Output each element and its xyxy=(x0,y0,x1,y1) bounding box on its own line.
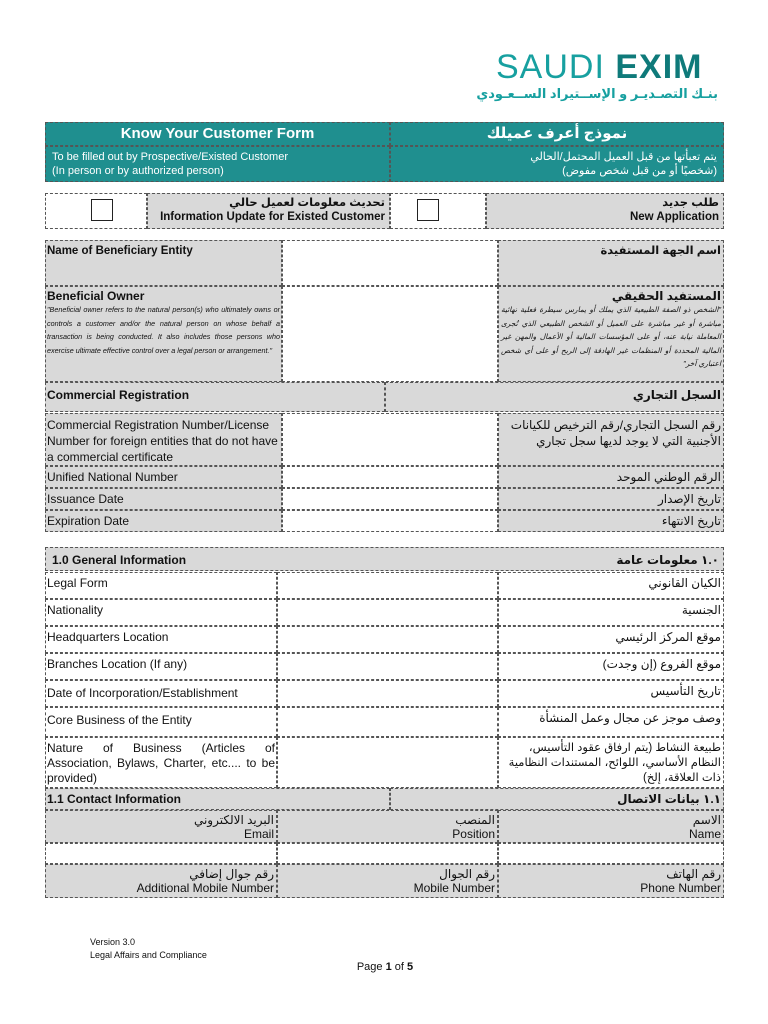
branches-input[interactable] xyxy=(277,653,498,680)
header-title-en: Know Your Customer Form xyxy=(45,122,390,146)
legal-form-label-en xyxy=(45,572,277,599)
header-sub-ar-1: يتم تعبأتها من قبل العميل المحتمل/الحالي xyxy=(530,151,717,163)
branches-label-en xyxy=(45,653,277,680)
nationality-ar-text: الجنسية xyxy=(681,603,721,617)
branches-en-text: Branches Location (If any) xyxy=(47,657,188,671)
incorporation-date-en-text: Date of Incorporation/Establishment xyxy=(47,686,238,700)
contact-header-en xyxy=(45,788,390,810)
unified-number-ar-text: الرقم الوطني الموحد xyxy=(616,470,721,484)
page-total: 5 xyxy=(407,961,414,973)
unified-number-label-ar xyxy=(498,466,724,488)
logo xyxy=(476,48,726,108)
legal-form-input[interactable] xyxy=(277,572,498,599)
update-label-ar: تحديث معلومات لعميل حالي xyxy=(229,197,385,209)
nature-business-en-text: Nature of Business (Articles of Association, Bylaws, Charter, etc.... to be provided) xyxy=(47,741,275,785)
new-checkbox[interactable] xyxy=(417,199,439,221)
new-label-ar: طلب جديد xyxy=(662,197,719,209)
contact-email-ar: البريد الالكتروني xyxy=(193,813,274,827)
contact-position-en: Position xyxy=(452,827,495,841)
footer-version xyxy=(90,936,207,962)
issuance-date-label-ar xyxy=(498,488,724,510)
update-checkbox[interactable] xyxy=(91,199,113,221)
contact-mobile-label xyxy=(277,864,498,898)
update-label-en: Information Update for Existed Customer xyxy=(160,211,385,223)
issuance-date-input[interactable] xyxy=(282,488,498,510)
new-label-cell xyxy=(486,193,724,229)
beneficiary-name-input[interactable] xyxy=(282,240,498,286)
nature-business-ar-text: طبيعة النشاط (يتم ارفاق عقود التأسيس، النظام الأساسي، اللوائح، المستندات النظامية ذات العلاقة، إلخ) xyxy=(508,742,721,784)
beneficial-owner-en-desc: "Beneficial owner refers to the natural person(s) who ultimately owns or controls a customer and/or the natural person on whose behalf a transaction is being conducted. It also includes those persons who exercise ultimate effective control over a legal person or arrangement." xyxy=(47,305,280,355)
issuance-date-ar-text: تاريخ الإصدار xyxy=(657,492,721,506)
footer-page-number xyxy=(340,961,430,973)
header-sub-en-1: To be filled out by Prospective/Existed Customer xyxy=(52,151,289,163)
core-business-en-text: Core Business of the Entity xyxy=(47,713,192,727)
cr-number-input[interactable] xyxy=(282,413,498,466)
beneficial-owner-en-title: Beneficial Owner xyxy=(47,289,145,303)
contact-phone-ar: رقم الهاتف xyxy=(666,867,721,881)
nationality-label-ar xyxy=(498,599,724,626)
contact-header-ar-text: ١.١ بيانات الاتصال xyxy=(617,792,721,806)
hq-location-en-text: Headquarters Location xyxy=(47,630,169,644)
header-title-ar: نموذج أعرف عميلك xyxy=(390,122,724,146)
commercial-header-en-text: Commercial Registration xyxy=(47,388,190,402)
contact-name-en: Name xyxy=(688,827,721,841)
header-sub-en xyxy=(45,146,390,182)
core-business-label-ar xyxy=(498,707,724,737)
cr-number-label-ar xyxy=(498,413,724,466)
beneficiary-name-en-text: Name of Beneficiary Entity xyxy=(47,245,193,257)
incorporation-date-input[interactable] xyxy=(277,680,498,707)
core-business-input[interactable] xyxy=(277,707,498,737)
legal-form-ar-text: الكيان القانوني xyxy=(648,576,721,590)
contact-addmobile-ar: رقم جوال إضافي xyxy=(189,867,274,881)
legal-form-label-ar xyxy=(498,572,724,599)
incorporation-date-ar-text: تاريخ التأسيس xyxy=(650,684,721,698)
nature-business-label-en xyxy=(45,737,277,788)
contact-name-ar: الاسم xyxy=(692,813,721,827)
header-sub-ar-2: (شخصيًا أو من قبل شخص مفوض) xyxy=(562,165,717,177)
beneficial-owner-input[interactable] xyxy=(282,286,498,382)
hq-location-label-en xyxy=(45,626,277,653)
logo-saudi: SAUDI xyxy=(496,48,605,86)
branches-ar-text: موقع الفروع (إن وجدت) xyxy=(602,657,721,671)
commercial-header-ar xyxy=(385,382,724,412)
contact-phone-en: Phone Number xyxy=(640,881,721,895)
contact-phone-label xyxy=(498,864,724,898)
beneficiary-name-label-ar xyxy=(498,240,724,286)
general-header-ar: ١.٠ معلومات عامة xyxy=(616,553,719,567)
cr-number-en-text: Commercial Registration Number/License Number for foreign entities that do not have a commercial certificate xyxy=(47,418,278,464)
nature-business-input[interactable] xyxy=(277,737,498,788)
general-header-en: 1.0 General Information xyxy=(52,553,187,567)
cr-number-ar-text: رقم السجل التجاري/رقم الترخيص للكيانات الأجنبية التي لا يوجد لديها سجل تجاري xyxy=(510,418,721,448)
contact-mobile-en: Mobile Number xyxy=(413,881,495,895)
expiration-date-input[interactable] xyxy=(282,510,498,532)
unified-number-label-en xyxy=(45,466,282,488)
expiration-date-label-ar xyxy=(498,510,724,532)
contact-addmobile-en: Additional Mobile Number xyxy=(136,881,274,895)
footer-version-text: Version 3.0 xyxy=(90,937,136,947)
contact-email-input[interactable] xyxy=(45,843,277,864)
contact-addmobile-label xyxy=(45,864,277,898)
general-header xyxy=(45,547,724,571)
hq-location-ar-text: موقع المركز الرئيسي xyxy=(615,630,721,644)
unified-number-input[interactable] xyxy=(282,466,498,488)
issuance-date-en-text: Issuance Date xyxy=(47,492,124,506)
nationality-label-en xyxy=(45,599,277,626)
footer-dept-text: Legal Affairs and Compliance xyxy=(90,950,207,960)
update-checkbox-cell xyxy=(45,193,147,229)
commercial-header-en xyxy=(45,382,385,412)
cr-number-label-en xyxy=(45,413,282,466)
unified-number-en-text: Unified National Number xyxy=(47,470,178,484)
contact-name-label xyxy=(498,810,724,843)
header-sub-en-2: (In person or by authorized person) xyxy=(52,165,224,177)
beneficial-owner-ar-desc: "الشخص ذو الصفة الطبيعية الذي يملك أو يمارس سيطرة فعلية نهائية مباشرة أو غير مباشرة على العميل أو الشخص الطبيعي الذي تُجرى المعاملة نيابة عنه، أو على المؤسسات المالية أو الأعمال والمهن غير المالية المحددة أو المنظمات غير الهادفة إلى الربح أو على أي شخص اعتباري آخر" xyxy=(501,305,721,368)
expiration-date-en-text: Expiration Date xyxy=(47,514,130,528)
logo-arabic: بنـك التصـديـر و الإســتيراد الســعـودي xyxy=(476,86,718,101)
hq-location-input[interactable] xyxy=(277,626,498,653)
page-of: of xyxy=(391,961,408,973)
contact-header-en-text: 1.1 Contact Information xyxy=(47,792,182,806)
update-label-cell xyxy=(147,193,390,229)
logo-exim: EXIM xyxy=(615,48,703,86)
logo-wordmark xyxy=(496,48,726,86)
branches-label-ar xyxy=(498,653,724,680)
contact-position-label xyxy=(277,810,498,843)
beneficiary-name-label-en xyxy=(45,240,282,286)
contact-position-input[interactable] xyxy=(277,843,498,864)
beneficial-owner-label-en xyxy=(45,286,282,382)
nationality-input[interactable] xyxy=(277,599,498,626)
contact-email-label xyxy=(45,810,277,843)
contact-header-ar xyxy=(390,788,724,810)
issuance-date-label-en xyxy=(45,488,282,510)
incorporation-date-label-ar xyxy=(498,680,724,707)
incorporation-date-label-en xyxy=(45,680,277,707)
new-label-en: New Application xyxy=(629,211,719,223)
hq-location-label-ar xyxy=(498,626,724,653)
contact-mobile-ar: رقم الجوال xyxy=(439,867,495,881)
nature-business-label-ar xyxy=(498,737,724,788)
beneficial-owner-label-ar xyxy=(498,286,724,382)
core-business-label-en xyxy=(45,707,277,737)
contact-position-ar: المنصب xyxy=(455,813,495,827)
contact-email-en: Email xyxy=(243,827,274,841)
contact-name-input[interactable] xyxy=(498,843,724,864)
header-sub-ar xyxy=(390,146,724,182)
beneficial-owner-ar-title: المستفيد الحقيقي xyxy=(611,289,721,303)
new-checkbox-cell xyxy=(390,193,486,229)
page-prefix: Page xyxy=(356,961,386,973)
nationality-en-text: Nationality xyxy=(47,603,104,617)
commercial-header-ar-text: السجل التجاري xyxy=(632,388,721,402)
legal-form-en-text: Legal Form xyxy=(47,576,108,590)
core-business-ar-text: وصف موجز عن مجال وعمل المنشأة xyxy=(539,711,721,725)
page-current: 1 xyxy=(385,961,392,973)
expiration-date-ar-text: تاريخ الانتهاء xyxy=(661,514,721,528)
expiration-date-label-en xyxy=(45,510,282,532)
beneficiary-name-ar-text: اسم الجهة المستفيدة xyxy=(600,245,721,257)
